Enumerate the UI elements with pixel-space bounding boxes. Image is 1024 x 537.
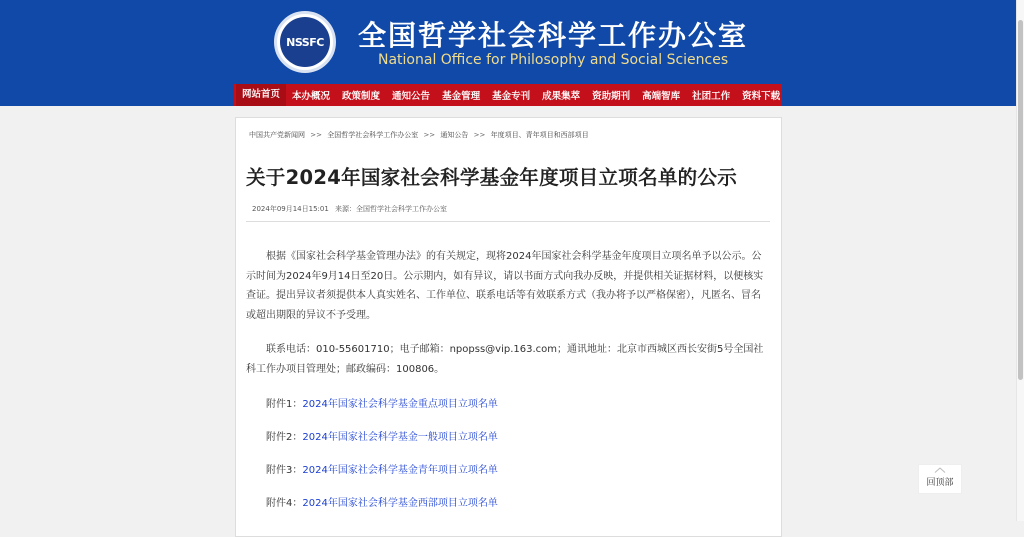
attachment-link-youth-projects[interactable]: 2024年国家社会科学基金青年项目立项名单: [302, 465, 498, 476]
article-paragraph: [246, 247, 770, 325]
paragraph-text: 联系电话：010-55601710；电子邮箱：npopss@vip.163.com；通讯地址：北京市西城区西长安街5号全国社科工作办项目管理处；邮政编码：100806。: [246, 344, 764, 375]
attachment-link-western-projects[interactable]: 2024年国家社会科学基金西部项目立项名单: [302, 498, 498, 509]
article-title: 关于2024年国家社会科学基金年度项目立项名单的公示: [246, 166, 738, 189]
nav-item-about[interactable]: 本办概况: [292, 91, 331, 102]
nav-item-fund-journal[interactable]: 基金专刊: [492, 91, 531, 102]
attachment-item: [266, 461, 498, 476]
breadcrumb-item[interactable]: 年度项目、青年项目和西部项目: [490, 131, 589, 139]
back-to-top-button[interactable]: [918, 464, 962, 494]
breadcrumb-separator: >>: [310, 131, 322, 139]
attachment-prefix: 附件4：: [266, 498, 303, 509]
attachment-link-key-projects[interactable]: 2024年国家社会科学基金重点项目立项名单: [302, 399, 498, 410]
breadcrumb-separator: >>: [473, 131, 486, 139]
nav-item-funded-journals[interactable]: 资助期刊: [592, 91, 631, 102]
breadcrumb-item[interactable]: 通知公告: [440, 131, 469, 139]
article-panel: [235, 117, 782, 537]
nssfc-logo[interactable]: [274, 11, 336, 73]
attachment-item: [266, 428, 498, 443]
main-nav: [234, 84, 782, 106]
article-source: 来源：全国哲学社会科学工作办公室: [335, 205, 448, 213]
attachment-prefix: 附件2：: [266, 432, 303, 443]
article-date: 2024年09月14日15:01: [252, 205, 329, 213]
divider: [246, 221, 770, 222]
nav-item-fund-management[interactable]: 基金管理: [442, 91, 481, 102]
nav-item-policy[interactable]: 政策制度: [342, 91, 381, 102]
nav-item-notices[interactable]: 通知公告: [392, 91, 431, 102]
chevron-up-icon: [934, 467, 946, 473]
nav-item-think-tanks[interactable]: 高端智库: [642, 91, 681, 102]
paragraph-text: 根据《国家社会科学基金管理办法》的有关规定，现将2024年国家社会科学基金年度项目立项名单予以公示。公示时间为2024年9月14日至20日。公示期内，如有异议，请以书面方式向我办反映，并提供相关证据材料，以便核实查证。提出异议者须提供本人真实姓名、工作单位、联系电话等有效联系方式（我办将予以严格保密），凡匿名、冒名或超出期限的异议不予受理。: [246, 251, 764, 321]
attachment-item: [266, 395, 498, 410]
breadcrumb-item[interactable]: 中国共产党新闻网: [249, 131, 305, 139]
nav-item-achievements[interactable]: 成果集萃: [542, 91, 581, 102]
logo-emblem: NSSFC: [280, 17, 330, 67]
breadcrumb-item[interactable]: 全国哲学社会科学工作办公室: [327, 131, 419, 139]
attachment-link-general-projects[interactable]: 2024年国家社会科学基金一般项目立项名单: [302, 432, 498, 443]
contact-paragraph: [246, 340, 770, 379]
breadcrumb-separator: >>: [423, 131, 436, 139]
nav-item-home[interactable]: 网站首页: [236, 84, 286, 106]
nav-item-societies[interactable]: 社团工作: [692, 91, 731, 102]
breadcrumb: [249, 130, 589, 140]
page-scrollbar[interactable]: [1016, 0, 1024, 521]
attachment-prefix: 附件3：: [266, 465, 303, 476]
scrollbar-thumb[interactable]: [1018, 20, 1023, 380]
attachment-prefix: 附件1：: [266, 399, 303, 410]
nav-item-downloads[interactable]: 资料下载: [742, 91, 781, 102]
article-meta: [252, 204, 447, 214]
site-title-cn: 全国哲学社会科学工作办公室: [358, 19, 749, 52]
attachment-item: [266, 494, 498, 509]
back-to-top-label: 回顶部: [926, 478, 954, 488]
site-title-en: National Office for Philosophy and Social Sciences: [378, 52, 729, 68]
site-header: [0, 0, 1016, 106]
